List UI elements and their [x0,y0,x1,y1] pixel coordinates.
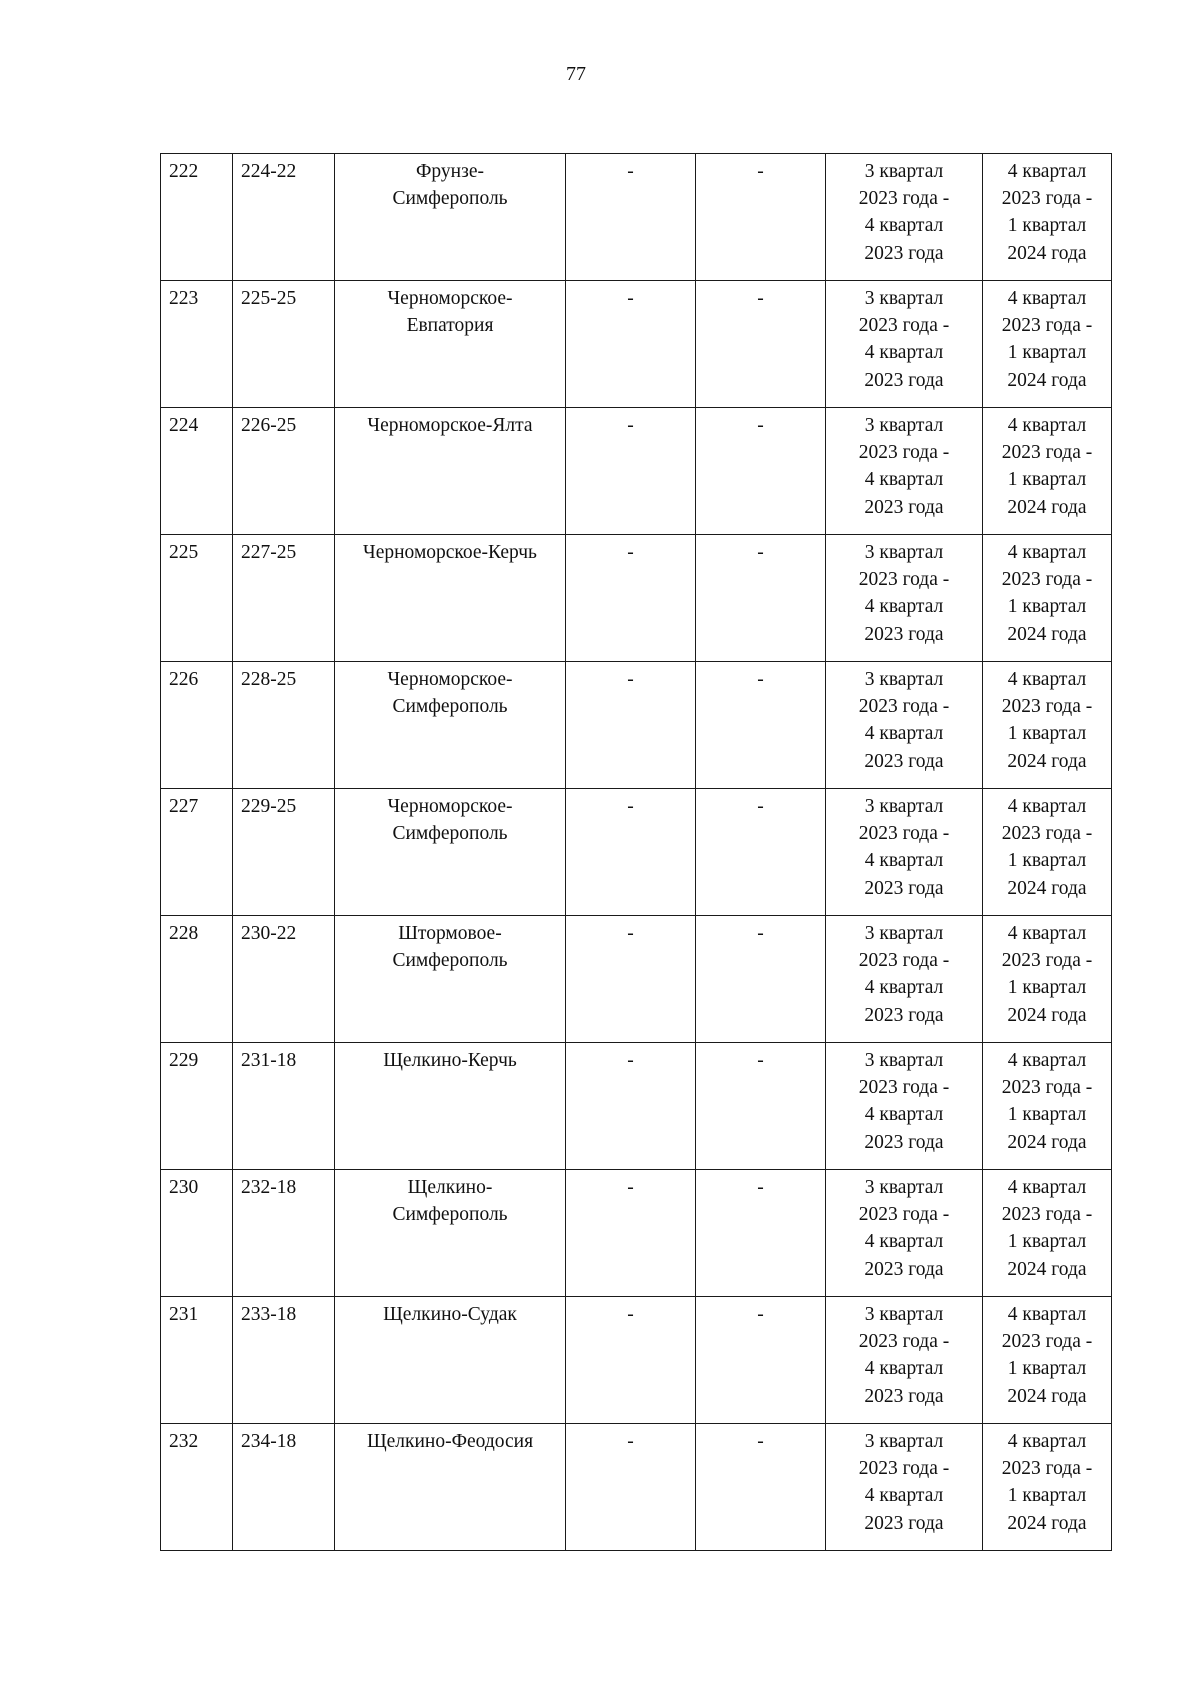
route-code-cell: 226-25 [233,408,335,535]
route-name-line: Щелкино-Судак [383,1304,517,1325]
period-line: 2023 года - [1001,188,1093,210]
dash-cell: - [566,408,696,535]
period-line: 2024 года [1007,750,1087,772]
period-line: 1 квартал [1007,1231,1087,1253]
period-line: 4 квартал [1007,1304,1087,1325]
route-code-cell: 228-25 [233,662,335,789]
period-line: 4 квартал [1007,1431,1087,1452]
period-line: 1 квартал [1007,1358,1087,1380]
period-line: 3 квартал [864,669,944,690]
period-line: 4 квартал [864,1231,944,1253]
route-name-line: Симферополь [392,696,508,718]
route-code-cell: 230-22 [233,916,335,1043]
period-line: 2023 года - [1001,823,1093,845]
period-line: 2023 года - [858,569,950,591]
route-name-line: Черноморское-Ялта [367,415,533,436]
route-code-cell: 233-18 [233,1297,335,1424]
period-line: 4 квартал [1007,1050,1087,1071]
dash-cell: - [566,535,696,662]
row-number-cell: 230 [161,1170,233,1297]
period-line: 2024 года [1007,1004,1087,1026]
dash-cell: - [696,154,826,281]
period-line: 2023 года [864,1258,944,1280]
route-code-cell: 224-22 [233,154,335,281]
period-line: 1 квартал [1007,977,1087,999]
dash-cell: - [696,408,826,535]
routes-table [160,153,1112,1551]
dash-cell: - [696,1170,826,1297]
route-name-cell [335,916,566,1043]
dash-cell: - [566,1170,696,1297]
start-period-cell [826,281,983,408]
period-line: 4 квартал [864,596,944,618]
period-line: 2023 года - [1001,950,1093,972]
end-period-cell [983,916,1112,1043]
period-line: 2023 года - [858,950,950,972]
period-line: 3 квартал [864,1177,944,1198]
period-line: 2024 года [1007,496,1087,518]
period-line: 1 квартал [1007,850,1087,872]
period-line: 2023 года [864,1512,944,1534]
route-name-cell [335,1297,566,1424]
period-line: 3 квартал [864,161,944,182]
period-line: 2023 года [864,242,944,264]
route-name-cell [335,789,566,916]
dash-cell: - [566,789,696,916]
start-period-cell [826,1170,983,1297]
period-line: 2023 года [864,877,944,899]
period-line: 2023 года - [858,1331,950,1353]
table-row [161,1043,1112,1170]
start-period-cell [826,662,983,789]
route-name-line: Евпатория [406,315,494,337]
start-period-cell [826,1297,983,1424]
route-name-cell [335,408,566,535]
end-period-cell [983,789,1112,916]
end-period-cell [983,662,1112,789]
period-line: 2023 года - [858,1204,950,1226]
route-name-line: Щелкино-Феодосия [366,1431,534,1452]
period-line: 2023 года - [858,442,950,464]
dash-cell: - [566,1424,696,1551]
route-name-line: Симферополь [392,188,508,210]
period-line: 4 квартал [1007,161,1087,182]
dash-cell: - [566,662,696,789]
period-line: 4 квартал [864,850,944,872]
period-line: 4 квартал [864,342,944,364]
period-line: 4 квартал [1007,923,1087,944]
period-line: 1 квартал [1007,342,1087,364]
table-row [161,1170,1112,1297]
row-number-cell: 223 [161,281,233,408]
dash-cell: - [566,1297,696,1424]
route-name-line: Черноморское-Керчь [363,542,537,563]
route-name-line: Симферополь [392,1204,508,1226]
period-line: 4 квартал [864,469,944,491]
table-row [161,408,1112,535]
period-line: 2024 года [1007,1512,1087,1534]
start-period-cell [826,408,983,535]
dash-cell: - [566,916,696,1043]
route-name-line: Фрунзе- [416,161,484,182]
row-number-cell: 226 [161,662,233,789]
period-line: 2023 года - [1001,569,1093,591]
end-period-cell [983,1424,1112,1551]
period-line: 2023 года - [1001,315,1093,337]
period-line: 2023 года [864,623,944,645]
period-line: 2023 года - [858,315,950,337]
route-name-cell [335,281,566,408]
dash-cell: - [696,281,826,408]
period-line: 4 квартал [864,1104,944,1126]
dash-cell: - [566,154,696,281]
row-number-cell: 225 [161,535,233,662]
route-name-line: Черноморское- [387,669,513,690]
start-period-cell [826,1424,983,1551]
dash-cell: - [566,1043,696,1170]
period-line: 2023 года - [858,696,950,718]
period-line: 2023 года - [858,823,950,845]
period-line: 2023 года - [1001,442,1093,464]
route-name-line: Щелкино- [407,1177,493,1198]
dash-cell: - [566,281,696,408]
period-line: 1 квартал [1007,596,1087,618]
end-period-cell [983,1297,1112,1424]
period-line: 3 квартал [864,1431,944,1452]
route-name-line: Черноморское- [387,288,513,309]
table-row [161,916,1112,1043]
period-line: 2023 года - [1001,696,1093,718]
route-name-line: Штормовое- [398,923,502,944]
period-line: 4 квартал [864,723,944,745]
period-line: 1 квартал [1007,723,1087,745]
table-body [161,154,1112,1551]
start-period-cell [826,789,983,916]
row-number-cell: 231 [161,1297,233,1424]
period-line: 4 квартал [1007,288,1087,309]
row-number-cell: 232 [161,1424,233,1551]
dash-cell: - [696,1297,826,1424]
period-line: 1 квартал [1007,215,1087,237]
route-code-cell: 234-18 [233,1424,335,1551]
period-line: 4 квартал [864,215,944,237]
period-line: 4 квартал [1007,415,1087,436]
period-line: 4 квартал [1007,542,1087,563]
period-line: 4 квартал [864,977,944,999]
route-code-cell: 229-25 [233,789,335,916]
start-period-cell [826,154,983,281]
period-line: 2024 года [1007,369,1087,391]
dash-cell: - [696,662,826,789]
route-name-cell [335,1170,566,1297]
route-name-line: Симферополь [392,950,508,972]
period-line: 2024 года [1007,1258,1087,1280]
dash-cell: - [696,916,826,1043]
row-number-cell: 227 [161,789,233,916]
end-period-cell [983,1170,1112,1297]
page-number: 77 [566,63,586,85]
route-name-cell [335,535,566,662]
route-name-cell [335,1424,566,1551]
end-period-cell [983,281,1112,408]
period-line: 2023 года [864,1131,944,1153]
period-line: 4 квартал [1007,669,1087,690]
table-row [161,662,1112,789]
route-code-cell: 231-18 [233,1043,335,1170]
period-line: 2023 года - [1001,1204,1093,1226]
period-line: 2023 года [864,1004,944,1026]
end-period-cell [983,408,1112,535]
route-name-cell [335,1043,566,1170]
dash-cell: - [696,535,826,662]
period-line: 2023 года [864,1385,944,1407]
period-line: 2023 года [864,750,944,772]
period-line: 4 квартал [864,1358,944,1380]
period-line: 2023 года - [1001,1077,1093,1099]
period-line: 3 квартал [864,415,944,436]
start-period-cell [826,535,983,662]
period-line: 3 квартал [864,542,944,563]
period-line: 2023 года - [858,1458,950,1480]
table-row [161,281,1112,408]
period-line: 2023 года [864,369,944,391]
route-name-line: Черноморское- [387,796,513,817]
period-line: 3 квартал [864,923,944,944]
period-line: 2023 года [864,496,944,518]
period-line: 2024 года [1007,242,1087,264]
period-line: 2024 года [1007,1131,1087,1153]
route-name-line: Симферополь [392,823,508,845]
dash-cell: - [696,1043,826,1170]
start-period-cell [826,916,983,1043]
period-line: 4 квартал [1007,796,1087,817]
route-code-cell: 232-18 [233,1170,335,1297]
period-line: 4 квартал [1007,1177,1087,1198]
period-line: 2024 года [1007,623,1087,645]
table-row [161,1424,1112,1551]
start-period-cell [826,1043,983,1170]
end-period-cell [983,535,1112,662]
end-period-cell [983,154,1112,281]
period-line: 3 квартал [864,796,944,817]
period-line: 2023 года - [858,188,950,210]
period-line: 4 квартал [864,1485,944,1507]
period-line: 1 квартал [1007,469,1087,491]
period-line: 3 квартал [864,288,944,309]
period-line: 1 квартал [1007,1104,1087,1126]
end-period-cell [983,1043,1112,1170]
period-line: 2024 года [1007,1385,1087,1407]
row-number-cell: 228 [161,916,233,1043]
table-row [161,1297,1112,1424]
table-row [161,154,1112,281]
route-name-line: Щелкино-Керчь [383,1050,517,1071]
period-line: 2023 года - [1001,1458,1093,1480]
table-row [161,789,1112,916]
dash-cell: - [696,789,826,916]
table-row [161,535,1112,662]
row-number-cell: 224 [161,408,233,535]
route-name-cell [335,154,566,281]
period-line: 2024 года [1007,877,1087,899]
period-line: 2023 года - [858,1077,950,1099]
period-line: 3 квартал [864,1050,944,1071]
row-number-cell: 222 [161,154,233,281]
dash-cell: - [696,1424,826,1551]
period-line: 1 квартал [1007,1485,1087,1507]
route-code-cell: 227-25 [233,535,335,662]
route-code-cell: 225-25 [233,281,335,408]
row-number-cell: 229 [161,1043,233,1170]
route-name-cell [335,662,566,789]
period-line: 3 квартал [864,1304,944,1325]
period-line: 2023 года - [1001,1331,1093,1353]
